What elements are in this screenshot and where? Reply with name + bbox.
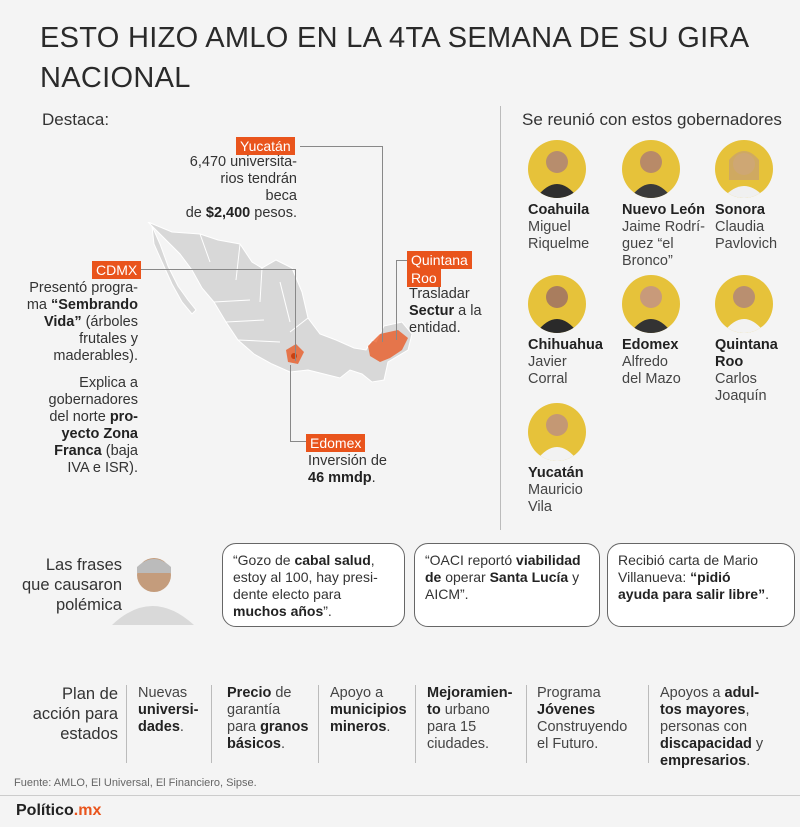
- connector-line: [290, 365, 291, 442]
- plan-divider: [648, 685, 649, 763]
- governor-card: Quintana Roo Carlos Joaquín: [715, 275, 778, 405]
- page-title: ESTO HIZO AMLO EN LA 4TA SEMANA DE SU GIRA NACIONAL: [40, 22, 748, 94]
- cdmx-marker: [291, 353, 297, 359]
- plan-item: Apoyos a adul- tos mayores, personas con discapacidad y empresarios.: [660, 685, 764, 769]
- quote-bubble: “Gozo de cabal salud, estoy al 100, hay presi- dente electo para muchos años”.: [222, 543, 405, 627]
- frases-label: Las frases que causaron polémica: [22, 556, 122, 614]
- avatar: [622, 275, 680, 333]
- governor-card: Yucatán Mauricio Vila: [528, 403, 586, 516]
- plan-item: Programa Jóvenes Construyendo el Futuro.: [537, 685, 628, 752]
- governors-label: Se reunió con estos gobernadores: [522, 110, 782, 129]
- connector-line: [300, 146, 382, 147]
- avatar: [528, 403, 586, 461]
- mexico-map: [140, 222, 430, 402]
- plan-divider: [211, 685, 212, 763]
- edomex-text: Inversión de 46 mmdp.: [308, 453, 387, 486]
- yucatan-peninsula-highlight: [368, 330, 408, 362]
- avatar: [622, 140, 680, 198]
- plan-divider: [318, 685, 319, 763]
- avatar: [715, 275, 773, 333]
- source-note: Fuente: AMLO, El Universal, El Financiero, Sipse.: [14, 777, 257, 789]
- plan-item: Apoyo a municipios mineros.: [330, 685, 407, 735]
- plan-item: Nuevas universi- dades.: [138, 685, 199, 735]
- quote-bubble: Recibió carta de Mario Villanueva: “pidió ayuda para salir libre”.: [607, 543, 795, 627]
- avatar: [715, 140, 773, 198]
- yucatan-text: 6,470 universita- rios tendrán beca de $2,400 pesos.: [185, 154, 297, 221]
- yucatan-tag: Yucatán: [236, 137, 295, 155]
- edomex-tag: Edomex: [306, 434, 365, 452]
- connector-line: [290, 441, 306, 442]
- cdmx-text: Presentó progra- ma “Sembrando Vida” (árboles frutales y maderables). Explica a gobernadores del norte pro- yecto Zona Franca (baja IVA e ISR).: [26, 280, 138, 476]
- plan-divider: [126, 685, 127, 763]
- quote-bubble: “OACI reportó viabilidad de operar Santa Lucía y AICM”.: [414, 543, 600, 627]
- plan-divider: [526, 685, 527, 763]
- governor-card: Coahuila Miguel Riquelme: [528, 140, 589, 253]
- footer-divider: [0, 795, 800, 796]
- connector-line: [382, 146, 383, 342]
- connector-line: [396, 260, 397, 340]
- plan-label: Plan de acción para estados: [32, 685, 118, 743]
- quintana-roo-text: Trasladar Sectur a la entidad.: [409, 286, 482, 336]
- connector-line: [295, 269, 296, 361]
- destaca-label: Destaca:: [42, 110, 110, 129]
- brand-logo: Político.mx: [16, 802, 102, 819]
- avatar: [528, 140, 586, 198]
- avatar: [528, 275, 586, 333]
- governor-card: Nuevo León Jaime Rodrí- guez “el Bronco”: [622, 140, 705, 270]
- governor-card: Sonora Claudia Pavlovich: [715, 140, 777, 253]
- cdmx-tag: CDMX: [92, 261, 141, 279]
- governor-card: Edomex Alfredo del Mazo: [622, 275, 681, 388]
- plan-divider: [415, 685, 416, 763]
- quintana-roo-callout: Quintana Roo: [407, 251, 472, 288]
- plan-item: Precio de garantía para granos básicos.: [227, 685, 309, 752]
- connector-line: [140, 269, 295, 270]
- governor-card: Chihuahua Javier Corral: [528, 275, 603, 388]
- section-divider: [500, 106, 501, 530]
- amlo-photo: [112, 547, 194, 625]
- quintana-roo-tag: Quintana: [407, 251, 472, 269]
- edomex-callout: [306, 434, 365, 453]
- cdmx-callout: [92, 261, 141, 280]
- plan-item: Mejoramien- to urbano para 15 ciudades.: [427, 685, 513, 752]
